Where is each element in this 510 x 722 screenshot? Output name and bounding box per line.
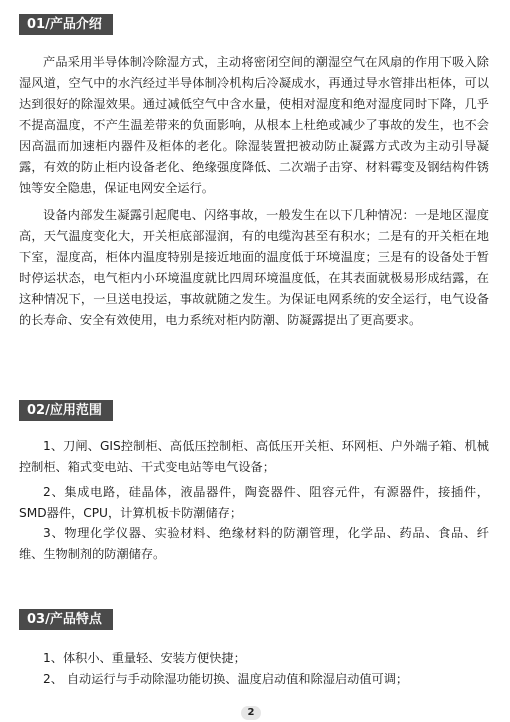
application-item-3: 3、物理化学仪器、实验材料、绝缘材料的防潮管理，化学品、药品、食品、纤维、生物制剂的防潮储存。	[19, 526, 489, 561]
feature-item-1: 1、体积小、重量轻、安装方便快捷；	[43, 651, 246, 665]
feature-item-2: 2、 自动运行与手动除湿功能切换、温度启动值和除湿启动值可调；	[43, 672, 409, 686]
application-item-1: 1、刀闸、GIS控制柜、高低压控制柜、高低压开关柜、环网柜、户外端子箱、机械控制柜、箱式变电站、干式变电站等电气设备；	[19, 439, 489, 474]
section-03-header: 03/产品特点	[19, 609, 113, 630]
section-01-header: 01/产品介绍	[19, 14, 113, 35]
section-02-header: 02/应用范围	[19, 400, 113, 421]
page-number: 2	[241, 706, 261, 720]
intro-paragraph-2: 设备内部发生凝露引起爬电、闪络事故，一般发生在以下几种情况：一是地区湿度高，天气温度变化大，开关柜底部湿润，有的电缆沟甚至有积水；二是有的开关柜在地下室，湿度高，柜体内温度特别是接近地面的温度低于环境温度；三是有的设备处于暂时停运状态，电气柜内小环境温度就比四周环境温度低，在其表面就极易形成结露，在这种情况下，一旦送电投运，事故就随之发生。为保证电网系统的安全运行，电气设备的长寿命、安全有效使用，电力系统对柜内防潮、防凝露提出了更高要求。	[19, 208, 489, 327]
application-item-2: 2、集成电路，硅晶体，液晶器件，陶瓷器件、阻容元件，有源器件，接插件，SMD器件，CPU，计算机板卡防潮储存；	[19, 485, 489, 520]
intro-paragraph-1: 产品采用半导体制冷除湿方式，主动将密闭空间的潮湿空气在风扇的作用下吸入除湿风道，空气中的水汽经过半导体制冷机构后冷凝成水，再通过导水管排出柜体，可以达到很好的除湿效果。通过减低空气中含水量，使相对湿度和绝对湿度同时下降，几乎不提高温度，不产生温差带来的负面影响，从根本上杜绝或减少了事故的发生，也不会因高温而加速柜内器件及柜体的老化。除湿装置把被动防止凝露方式改为主动引导凝露，有效的防止柜内设备老化、绝缘强度降低、二次端子击穿、材料霉变及钢结构件锈蚀等安全隐患，保证电网安全运行。	[19, 55, 489, 195]
